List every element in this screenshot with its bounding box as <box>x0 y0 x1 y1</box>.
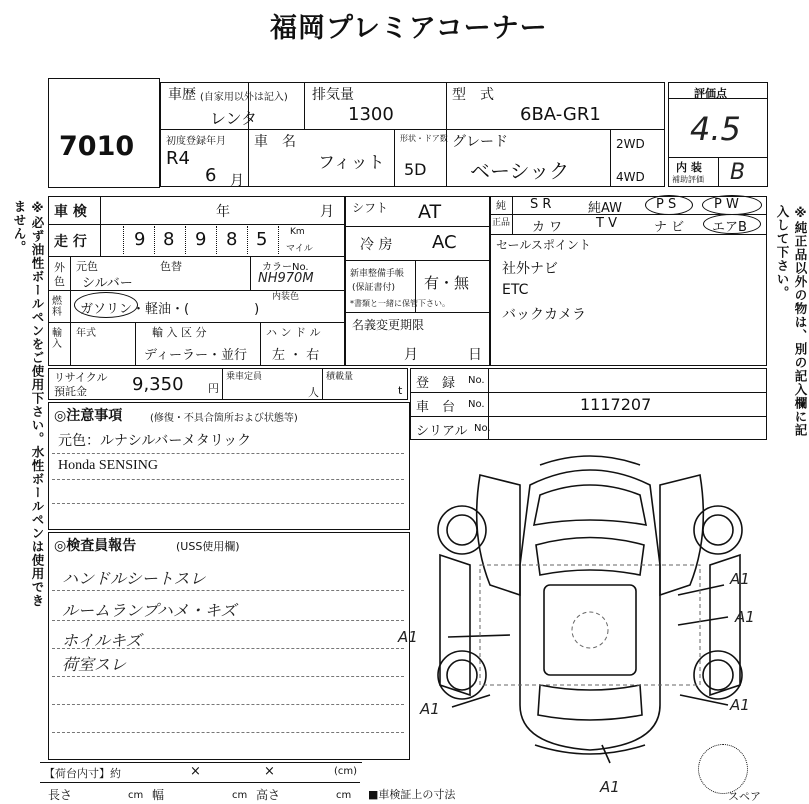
mileage-digit: 8 <box>226 229 238 250</box>
cargo-label: 【荷台内寸】約 <box>44 767 121 780</box>
inspection-label: 車 検 <box>54 204 87 220</box>
notes-line: 元色：ルナシルバーメタリック <box>58 433 252 449</box>
car-name-label: 車 名 <box>254 134 296 150</box>
color-orig-label: 元色 <box>76 260 98 273</box>
name-change-month: 月 <box>404 347 418 363</box>
chassis-label: 車 台 <box>416 400 456 415</box>
damage-mark: A1 <box>398 628 418 646</box>
sales-points-label: セールスポイント <box>496 238 591 252</box>
equip-airbag: エアB <box>712 220 747 235</box>
load-unit: t <box>398 384 403 397</box>
first-reg-label: 初度登録年月 <box>166 136 226 147</box>
load-label: 積載量 <box>326 372 354 382</box>
notes-line: Honda SENSING <box>58 458 158 473</box>
interior-label: 内 装 <box>676 161 702 174</box>
ac-value: AC <box>432 232 457 253</box>
car-name-value: フィット <box>318 153 385 173</box>
cargo-width-label: 幅 <box>152 788 165 802</box>
doors-value: 5D <box>404 160 427 179</box>
grade-label: グレード <box>452 134 508 150</box>
color-code: NH970M <box>258 271 314 286</box>
manual-note: *書類と一緒に保管下さい。 <box>350 299 450 308</box>
import-class-value: ディーラー・並行 <box>144 348 247 363</box>
color-label: 外 <box>54 261 65 274</box>
fuel-selected-circle <box>74 292 138 318</box>
model-code-value: 6BA-GR1 <box>520 104 601 125</box>
serial-label: シリアル <box>416 424 468 439</box>
damage-map-diagram <box>410 445 770 765</box>
lot-number-box <box>48 78 160 188</box>
cargo-note: ■車検証上の寸法 <box>368 788 456 801</box>
import-year-label: 年式 <box>76 328 96 339</box>
manual-label-2: (保証書付) <box>352 283 396 293</box>
inspector-label: ◎検査員報告 <box>54 538 137 554</box>
mileage-unit-km: Km <box>290 227 305 237</box>
recycle-value: 9,350 <box>132 374 184 395</box>
color-value: シルバー <box>82 276 133 291</box>
sales-point-item: ETC <box>502 282 529 298</box>
notes-sub: (修復・不具合箇所および状態等) <box>150 413 298 424</box>
drive-4wd: 4WD <box>616 170 645 184</box>
side-note-left: ※必ず油性ボールペンをご使用下さい。水性ボールペンは使用できません。 <box>12 200 45 608</box>
ps-circle <box>645 195 693 215</box>
mileage-digit: 5 <box>256 229 268 250</box>
manual-value: 有・無 <box>424 274 470 292</box>
damage-mark: A1 <box>420 700 440 718</box>
grade-value: ベーシック <box>470 159 570 183</box>
damage-mark: A1 <box>730 570 750 588</box>
sales-point-item: 社外ナビ <box>502 261 558 277</box>
sales-point-item: バックカメラ <box>502 307 586 323</box>
import-class-label: 輸 入 区 分 <box>152 326 207 339</box>
name-change-day: 日 <box>468 347 482 363</box>
inspection-month: 月 <box>320 204 334 220</box>
ac-label: 冷 房 <box>360 237 393 253</box>
notes-label: ◎注意事項 <box>54 408 123 424</box>
mileage-label: 走 行 <box>54 234 87 250</box>
first-reg-month: 6 <box>205 165 217 186</box>
displacement-label: 排気量 <box>312 87 354 103</box>
cargo-length-label: 長さ <box>48 788 73 802</box>
equip-header-2: 正品 <box>492 218 511 228</box>
first-reg-month-unit: 月 <box>230 173 244 189</box>
pw-circle <box>702 195 762 215</box>
equip-tv: T V <box>596 216 617 231</box>
history-note: (自家用以外は記入) <box>200 92 288 103</box>
cargo-x: × <box>190 764 201 779</box>
interior-sub-label: 補助評価 <box>672 175 704 184</box>
inspector-line: 荷室スレ <box>62 655 127 674</box>
first-reg-era: R4 <box>166 148 190 169</box>
cargo-cm: cm <box>128 790 144 801</box>
equip-ps: P S <box>656 197 677 212</box>
doors-label: 形状・ドア数 <box>400 134 448 143</box>
page-title: 福岡プレミアコーナー <box>270 13 548 44</box>
score-label: 評価点 <box>694 87 727 100</box>
color-code-label: カラーNo. <box>262 262 309 273</box>
equip-alloy: 純AW <box>588 201 623 216</box>
mileage-digit: 9 <box>195 229 207 250</box>
capacity-label: 乗車定員 <box>226 372 263 382</box>
trim-color-label: 内装色 <box>272 292 300 302</box>
mileage-unit-mile: マイル <box>286 244 313 254</box>
recycle-label: リサイクル <box>54 371 108 384</box>
handle-value: 左 ・ 右 <box>272 348 320 363</box>
equip-header: 純 <box>496 201 506 212</box>
score-value: 4.5 <box>690 110 741 148</box>
fuel-label: 燃料 <box>52 296 62 318</box>
airbag-circle <box>703 214 761 234</box>
spare-tire-circle <box>698 744 748 794</box>
inspector-line: ハンドルシートスレ <box>62 569 206 588</box>
inspector-line: ホイルキズ <box>62 631 142 650</box>
chassis-value: 1117207 <box>580 395 652 414</box>
manual-label: 新車整備手帳 <box>350 269 405 279</box>
color-label-2: 色 <box>54 275 65 288</box>
equip-pw: P W <box>714 197 739 212</box>
serial-no: No. <box>474 423 491 434</box>
color-change-label: 色替 <box>160 260 182 273</box>
cargo-unit: (cm) <box>334 766 358 777</box>
mileage-digit: 9 <box>134 229 146 250</box>
shift-label: シフト <box>352 201 389 215</box>
cargo-x: × <box>264 764 275 779</box>
drive-2wd: 2WD <box>616 137 645 151</box>
cargo-height-label: 高さ <box>256 788 281 802</box>
model-code-label: 型 式 <box>452 87 494 103</box>
spare-label: スペア <box>728 790 761 803</box>
damage-mark: A1 <box>600 778 620 796</box>
registration-no: No. <box>468 375 485 386</box>
handle-label: ハ ン ド ル <box>266 326 321 339</box>
equip-leather: カ ワ <box>532 220 563 235</box>
interior-value: B <box>730 160 746 185</box>
equip-navi: ナ ビ <box>654 220 685 235</box>
inspector-sub: (USS使用欄) <box>176 540 240 553</box>
mileage-digit: 8 <box>163 229 175 250</box>
history-value: レンタ <box>210 109 257 128</box>
lot-number: 7010 <box>59 131 135 162</box>
registration-label: 登 録 <box>416 376 456 391</box>
fuel-options: ガソリン・軽油・( ) <box>80 302 260 317</box>
side-note-right: ※純正品以外の物は、別の記入欄に記入して下さい。 <box>775 205 808 437</box>
name-change-label: 名義変更期限 <box>352 318 425 332</box>
damage-mark: A1 <box>730 696 750 714</box>
cargo-cm: cm <box>336 790 352 801</box>
shift-value: AT <box>418 201 442 223</box>
inspector-line: ルームランプハメ・キズ <box>62 601 237 620</box>
capacity-unit: 人 <box>308 386 319 399</box>
import-label: 輸入 <box>52 328 62 350</box>
recycle-label-2: 預託金 <box>54 385 87 398</box>
inspection-year: 年 <box>216 204 230 220</box>
displacement-value: 1300 <box>348 104 394 125</box>
recycle-unit: 円 <box>208 382 219 395</box>
cargo-cm: cm <box>232 790 248 801</box>
chassis-no: No. <box>468 399 485 410</box>
damage-mark: A1 <box>735 608 755 626</box>
equip-sr: S R <box>530 197 552 212</box>
history-label: 車歴 <box>168 87 196 103</box>
